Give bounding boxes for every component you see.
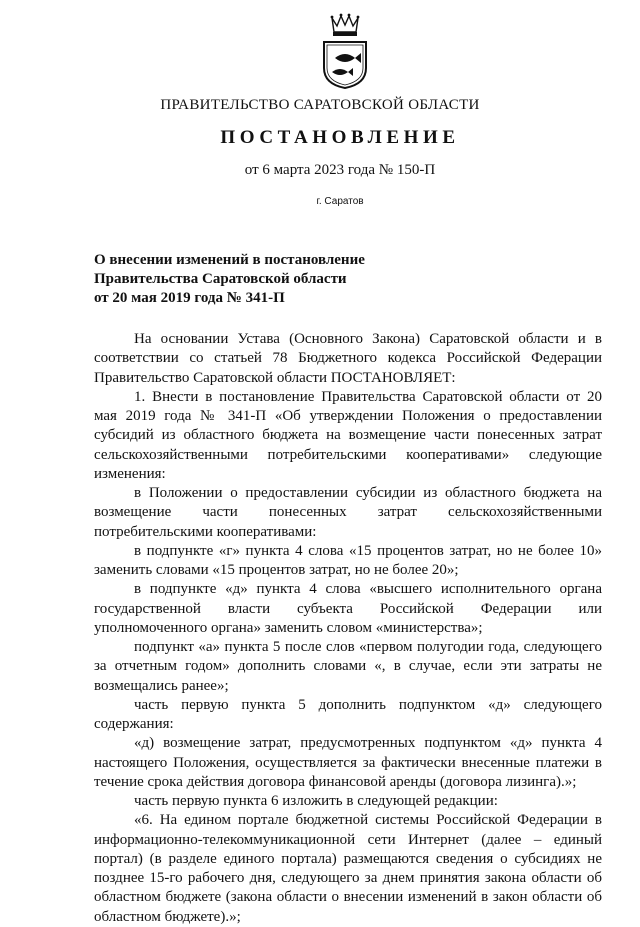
document-city: г. Саратов (316, 196, 364, 207)
subject-line: от 20 мая 2019 года № 341-П (94, 290, 285, 306)
document-body (94, 330, 602, 927)
document-subject (94, 251, 454, 308)
subject-line: Правительства Саратовской области (94, 271, 347, 287)
body-paragraph: часть первую пункта 5 дополнить подпунктом «д» следующего содержания: (94, 696, 602, 732)
body-paragraph: На основании Устава (Основного Закона) Саратовской области и в соответствии со статьей 78 Бюджетного кодекса Российской Федерации Правительство Саратовской области ПОСТАНОВЛЯЕТ: (94, 331, 602, 386)
body-paragraph: часть первую пункта 6 изложить в следующей редакции: (134, 793, 498, 809)
organization-name: ПРАВИТЕЛЬСТВО САРАТОВСКОЙ ОБЛАСТИ (160, 97, 480, 113)
body-paragraph: «6. На едином портале бюджетной системы Российской Федерации в информационно-телекоммуникационной сети Интернет (далее – единый портал) (в разделе единого портала) размещаются сведения о субсидиях не позднее 15-го рабочего дня, следующего за днем принятия закона области об областном бюджете (закона области о внесении изменений в закон области об областном бюджете).»; (94, 812, 602, 925)
document-type: ПОСТАНОВЛЕНИЕ (220, 127, 460, 148)
body-paragraph: подпункт «а» пункта 5 после слов «первом полугодии года, следующего за отчетным годом» дополнить словами «, в случае, если эти затраты не возмещались ранее»; (94, 639, 602, 694)
saratov-coat-of-arms-icon (318, 12, 372, 90)
body-paragraph: в подпункте «д» пункта 4 слова «высшего исполнительного органа государственной власти субъекта Российской Федерации или уполномоченного органа» заменить словом «министерства»; (94, 581, 602, 636)
body-paragraph: «д) возмещение затрат, предусмотренных подпунктом «д» пункта 4 настоящего Положения, осуществляется за фактически внесенные платежи в течение срока действия договора финансовой аренды (договора лизинга).»; (94, 735, 602, 790)
document-date-number: от 6 марта 2023 года № 150-П (244, 162, 436, 178)
subject-line: О внесении изменений в постановление (94, 252, 365, 268)
body-paragraph: 1. Внести в постановление Правительства Саратовской области от 20 мая 2019 года № 341-П «Об утверждении Положения о предоставлении субсидий из областного бюджета на возмещение части понесенных затрат сельскохозяйственными потребительскими кооперативами» следующие изменения: (94, 388, 602, 482)
body-paragraph: в Положении о предоставлении субсидии из областного бюджета на возмещение части понесенных затрат сельскохозяйственными потребительскими кооперативами: (94, 485, 602, 540)
body-paragraph: в подпункте «г» пункта 4 слова «15 процентов затрат, но не более 10» заменить словами «15 процентов затрат, но не более 20»; (94, 542, 602, 578)
